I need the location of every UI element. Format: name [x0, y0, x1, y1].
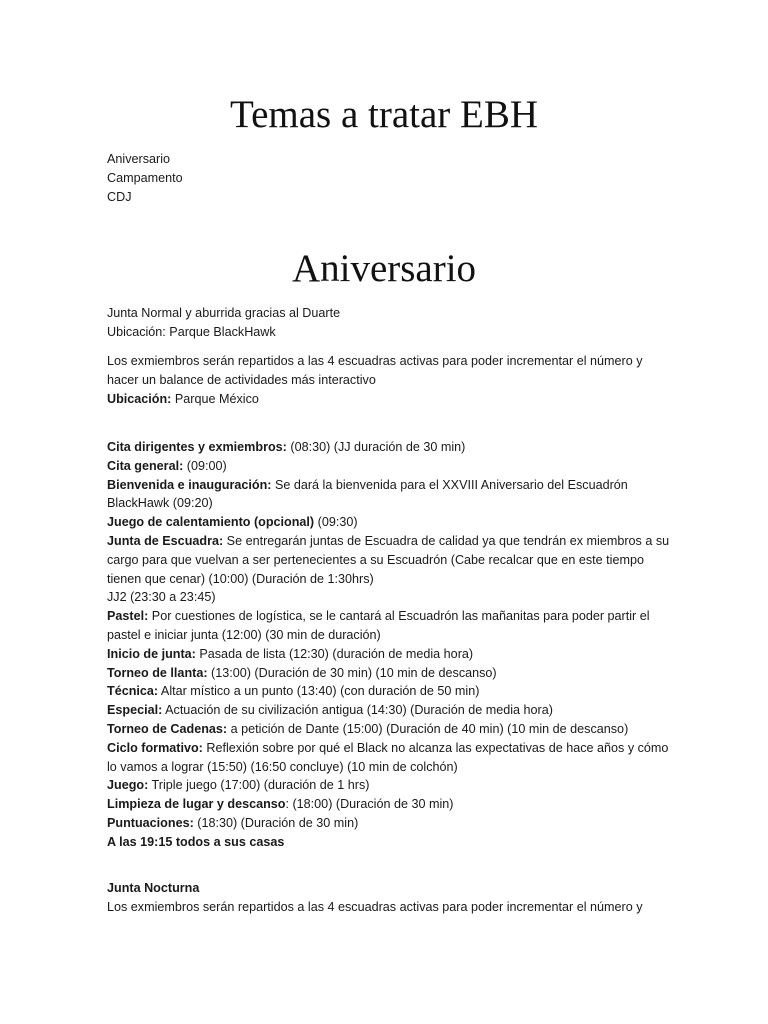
schedule-item-text: Actuación de su civilización antigua (14:30) (Duración de media hora) [162, 703, 553, 718]
schedule-item [107, 795, 652, 814]
schedule-item [107, 513, 652, 532]
schedule-item-label: Limpieza de lugar y descanso [107, 797, 286, 812]
schedule-item-continuation [107, 626, 652, 645]
schedule-item-text: (13:00) (Duración de 30 min) (10 min de descanso) [207, 665, 497, 680]
schedule-item-continuation [107, 551, 652, 570]
schedule-item [107, 814, 652, 833]
schedule-item-text: (09:30) [314, 515, 358, 530]
schedule-item-label: Junta de Escuadra: [107, 533, 224, 548]
night-paragraph-line: Los exmiembros serán repartidos a las 4 escuadras activas para poder incrementar el número y [107, 899, 643, 914]
schedule-item [107, 739, 669, 758]
schedule-item-text: Altar místico a un punto (13:40) (con duración de 50 min) [158, 684, 480, 699]
schedule-item-label: Torneo de llanta: [107, 665, 208, 680]
schedule-item-text: tienen que cenar) (10:00) (Duración de 1:30hrs) [107, 571, 374, 586]
topic-item: CDJ [107, 189, 132, 204]
schedule-item-continuation [107, 758, 652, 777]
schedule-item [107, 438, 652, 457]
topic-item: Campamento [107, 170, 183, 185]
schedule-item [107, 720, 652, 739]
schedule-item-label: Pastel: [107, 609, 149, 624]
schedule-item-text: JJ2 (23:30 a 23:45) [107, 590, 216, 605]
paragraph-line: Los exmiembros serán repartidos a las 4 escuadras activas para poder incrementar el número y [107, 354, 643, 368]
location-line [107, 390, 652, 409]
section-title: Aniversario [291, 247, 477, 290]
schedule-item-label: Torneo de Cadenas: [107, 721, 228, 736]
schedule-item [107, 776, 652, 795]
schedule-item-text: (08:30) (JJ duración de 30 min) [286, 440, 466, 454]
schedule-list [107, 438, 670, 852]
schedule-item-text: pastel e iniciar junta (12:00) (30 min de duración) [107, 627, 381, 642]
schedule-item-text: Por cuestiones de logística, se le cantará al Escuadrón las mañanitas para poder partir el [148, 609, 650, 624]
night-title: Junta Nocturna [107, 881, 200, 895]
schedule-item-text: : (18:00) (Duración de 30 min) [285, 797, 454, 812]
schedule-item-text: Triple juego (17:00) (duración de 1 hrs) [148, 778, 370, 793]
topics-list [107, 150, 652, 206]
topic-item: Aniversario [107, 152, 170, 166]
schedule-item [107, 682, 652, 701]
schedule-item-text: Pasada de lista (12:30) (duración de media hora) [195, 646, 474, 661]
closing-line: A las 19:15 todos a sus casas [107, 834, 285, 849]
night-section [107, 879, 652, 917]
schedule-item-label: Bienvenida e inauguración: [107, 477, 272, 492]
schedule-item-label: Especial: [107, 703, 163, 718]
description-paragraph [107, 352, 652, 408]
schedule-item [107, 607, 652, 626]
schedule-item [107, 701, 652, 720]
schedule-item [107, 476, 652, 495]
schedule-item-label: Juego: [107, 778, 149, 793]
schedule-item-label: Cita general: [107, 458, 184, 473]
schedule-item-text: Se entregarán juntas de Escuadra de calidad ya que tendrán ex miembros a su [223, 533, 670, 548]
schedule-item-text: (09:00) [183, 458, 227, 473]
schedule-item-text: Reflexión sobre por qué el Black no alcanza las expectativas de hace años y cómo [202, 740, 669, 755]
intro-line: Junta Normal y aburrida gracias al Duarte [107, 306, 341, 320]
schedule-item-text: cargo para que vuelvan a ser pertenecientes a su Escuadrón (Cabe recalcar que en este tiempo [107, 552, 644, 567]
schedule-item [107, 532, 670, 551]
schedule-item-label: Puntuaciones: [107, 815, 194, 830]
schedule-item-text: BlackHawk (09:20) [107, 496, 213, 511]
paragraph-line: hacer un balance de actividades más interactivo [107, 372, 376, 387]
schedule-item [107, 457, 652, 476]
schedule-item-continuation [107, 588, 652, 607]
schedule-item-label: Cita dirigentes y exmiembros: [107, 440, 287, 454]
schedule-item-continuation [107, 494, 652, 513]
location-label: Ubicación: [107, 391, 172, 406]
location-value: Parque México [171, 391, 259, 406]
schedule-item-label: Juego de calentamiento (opcional) [107, 515, 315, 530]
document-title: Temas a tratar EBH [229, 93, 539, 136]
schedule-item-label: Técnica: [107, 684, 159, 699]
schedule-item-text: Se dará la bienvenida para el XXVIII Aniversario del Escuadrón [271, 477, 628, 492]
intro-location: Ubicación: Parque BlackHawk [107, 324, 276, 339]
schedule-item [107, 645, 652, 664]
schedule-item [107, 664, 652, 683]
schedule-item-text: lo vamos a lograr (15:50) (16:50 concluye) (10 min de colchón) [107, 759, 458, 774]
schedule-item-continuation [107, 570, 652, 589]
schedule-item-text: (18:30) (Duración de 30 min) [193, 815, 359, 830]
intro-block [107, 304, 652, 342]
schedule-item-label: Inicio de junta: [107, 646, 196, 661]
schedule-item-label: Ciclo formativo: [107, 740, 203, 755]
schedule-item-text: a petición de Dante (15:00) (Duración de 40 min) (10 min de descanso) [227, 721, 629, 736]
